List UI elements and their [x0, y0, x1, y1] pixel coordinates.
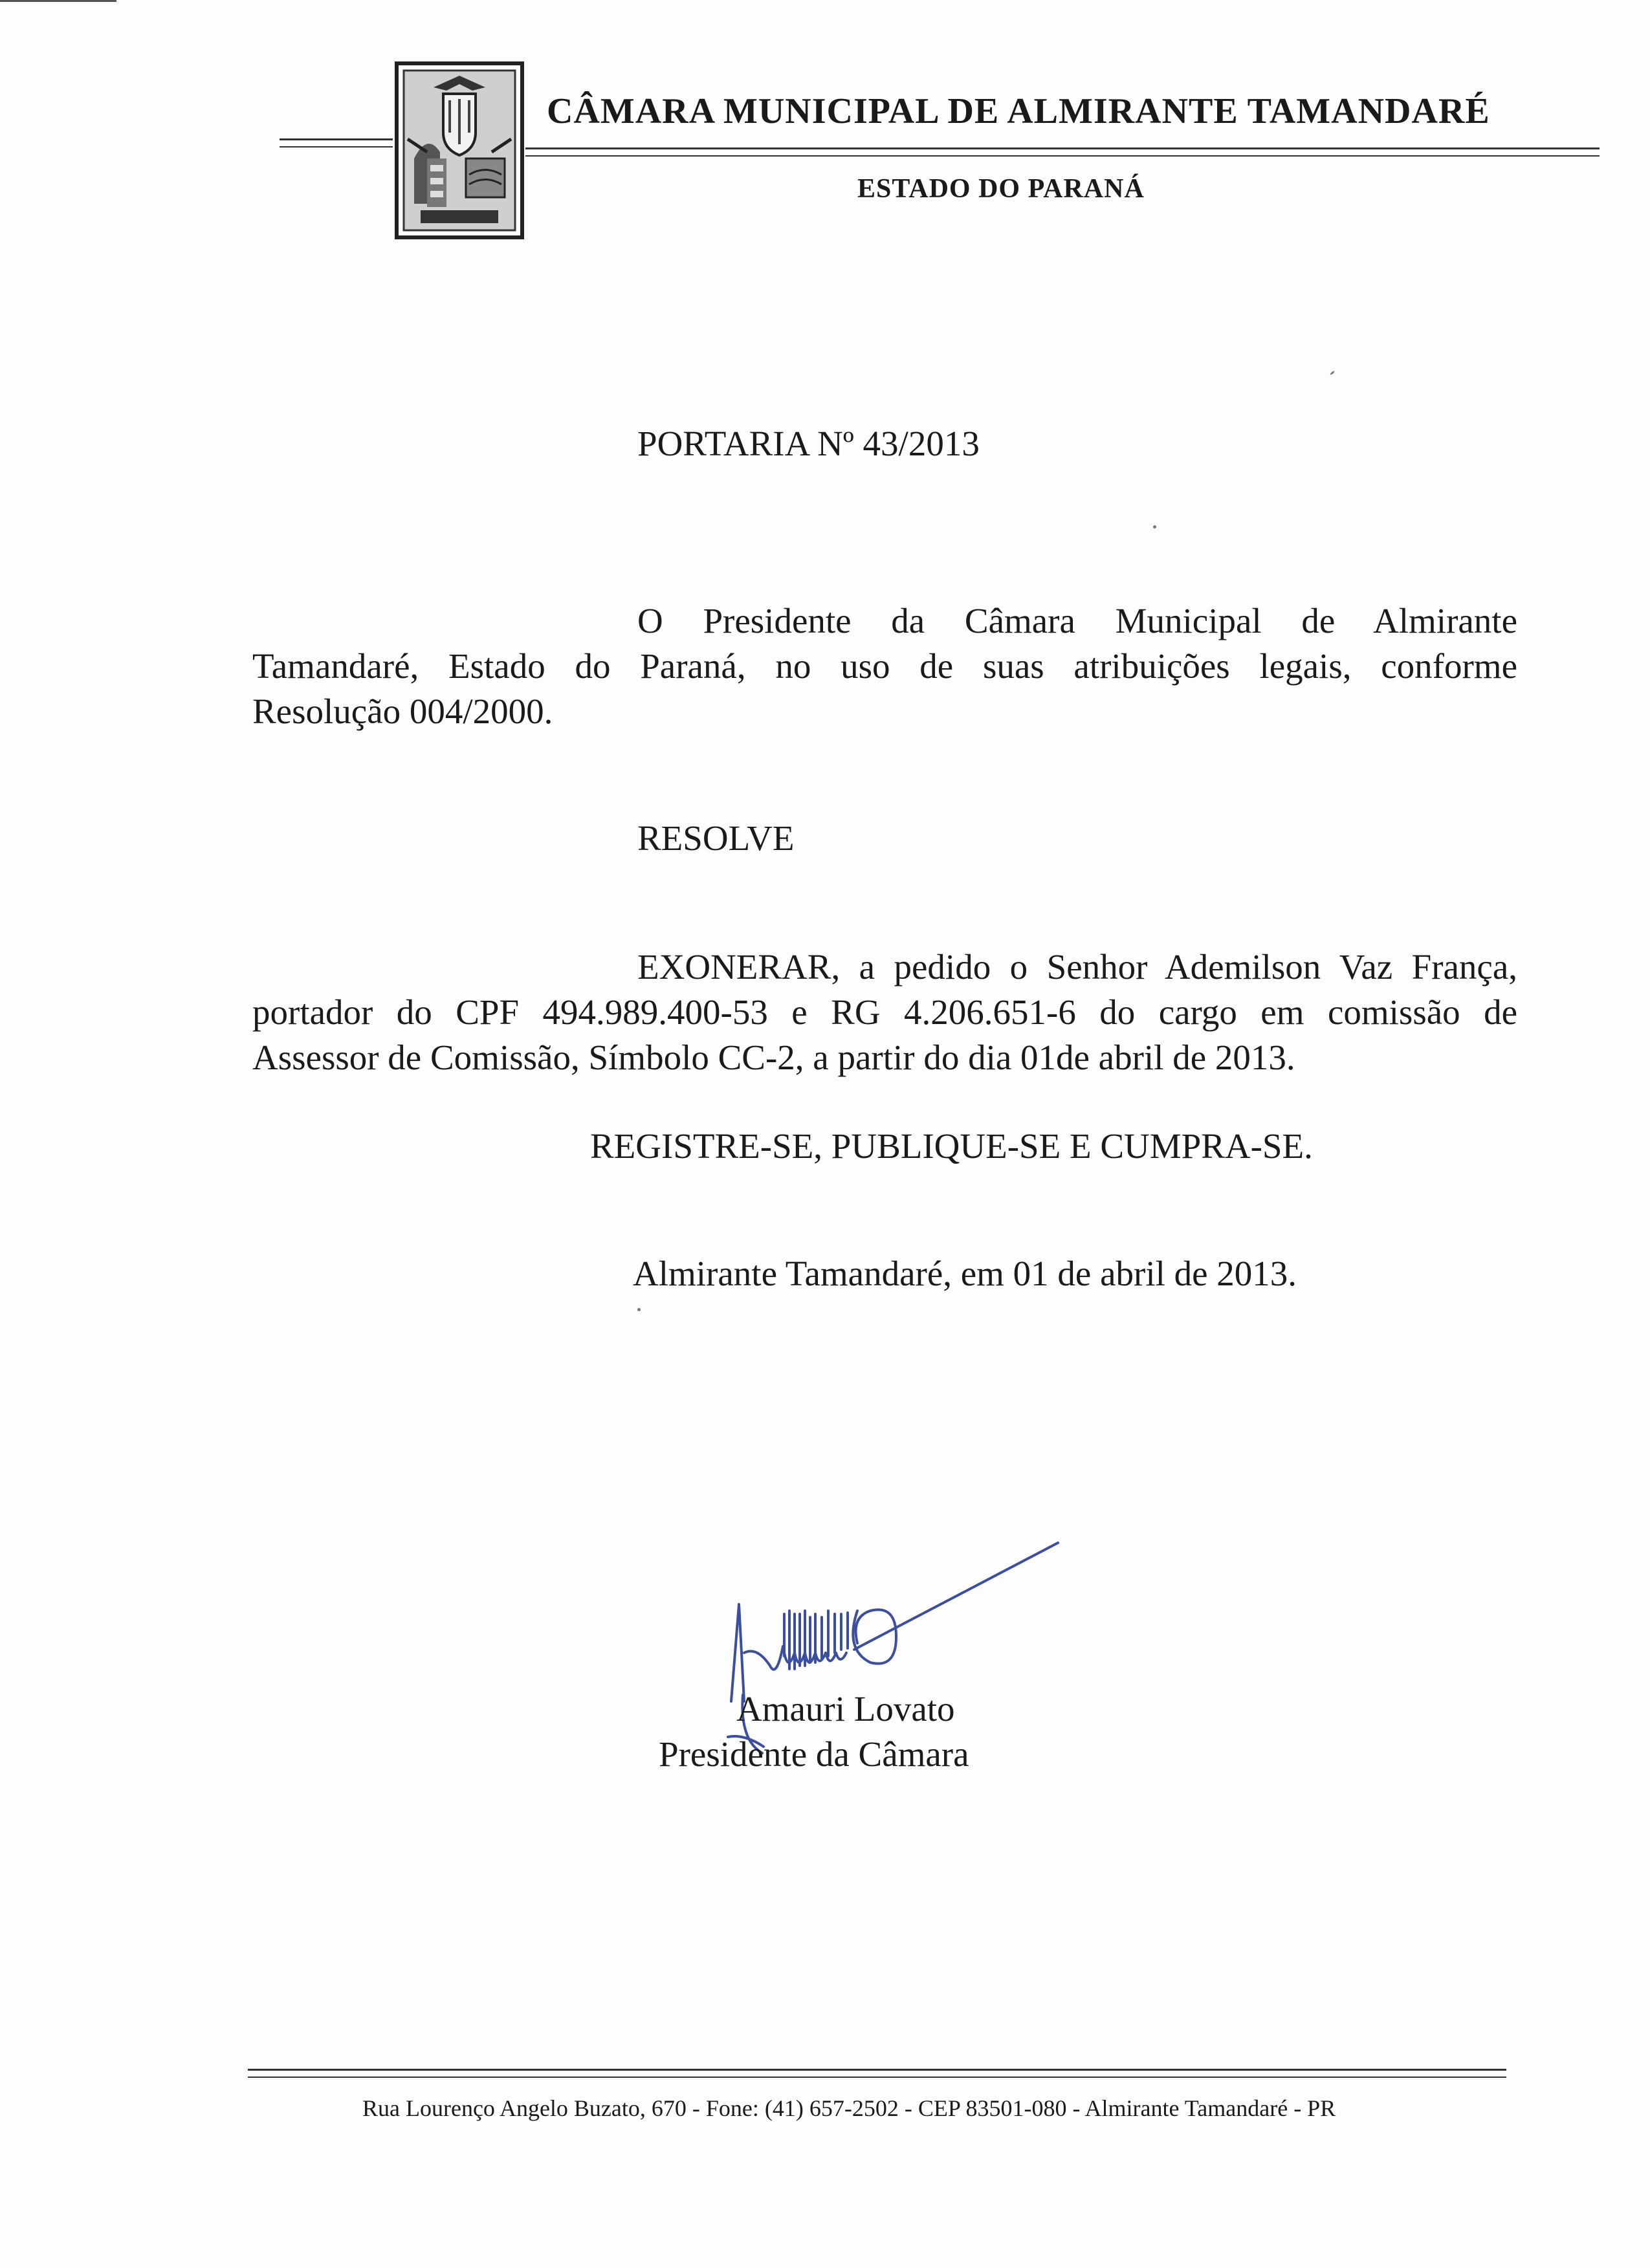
header-rule: [525, 155, 1600, 157]
signatory-name: Amauri Lovato: [736, 1689, 955, 1728]
decision-paragraph: [252, 944, 1517, 1080]
preamble-line: Tamandaré, Estado do Paraná, no uso de suas atribuições legais, conforme: [252, 646, 1517, 686]
scan-speck: [637, 1308, 641, 1311]
decision-line: Assessor de Comissão, Símbolo CC-2, a partir do dia 01de abril de 2013.: [252, 1038, 1295, 1077]
institution-name: CÂMARA MUNICIPAL DE ALMIRANTE TAMANDARÉ: [547, 91, 1490, 131]
document-title: PORTARIA Nº 43/2013: [637, 424, 980, 463]
coat-of-arms-icon: [395, 61, 524, 239]
resolve-heading: RESOLVE: [637, 818, 795, 858]
header-rule: [525, 147, 1600, 149]
preamble-line: O Presidente da Câmara Municipal de Almirante: [637, 601, 1517, 640]
footer-rule: [248, 2069, 1506, 2071]
decision-line: EXONERAR, a pedido o Senhor Ademilson Vaz França,: [637, 947, 1517, 987]
preamble-line: Resolução 004/2000.: [252, 692, 553, 731]
header-rule: [280, 146, 393, 147]
state-name: ESTADO DO PARANÁ: [857, 174, 1145, 204]
scan-speck: [1330, 371, 1335, 375]
decision-line: portador do CPF 494.989.400-53 e RG 4.206.651-6 do cargo em comissão de: [252, 992, 1517, 1032]
header-rule: [280, 138, 393, 140]
preamble-paragraph: [252, 598, 1517, 734]
footer-rule: [248, 2077, 1506, 2078]
scan-speck: [1153, 525, 1156, 529]
scan-edge-mark: [0, 0, 116, 2]
footer-address: Rua Lourenço Angelo Buzato, 670 - Fone: (41) 657-2502 - CEP 83501-080 - Almirante Tamandaré - PR: [362, 2095, 1336, 2121]
place-date: Almirante Tamandaré, em 01 de abril de 2013.: [633, 1254, 1297, 1293]
closing-statement: REGISTRE-SE, PUBLIQUE-SE E CUMPRA-SE.: [590, 1126, 1313, 1166]
signatory-role: Presidente da Câmara: [659, 1734, 969, 1774]
